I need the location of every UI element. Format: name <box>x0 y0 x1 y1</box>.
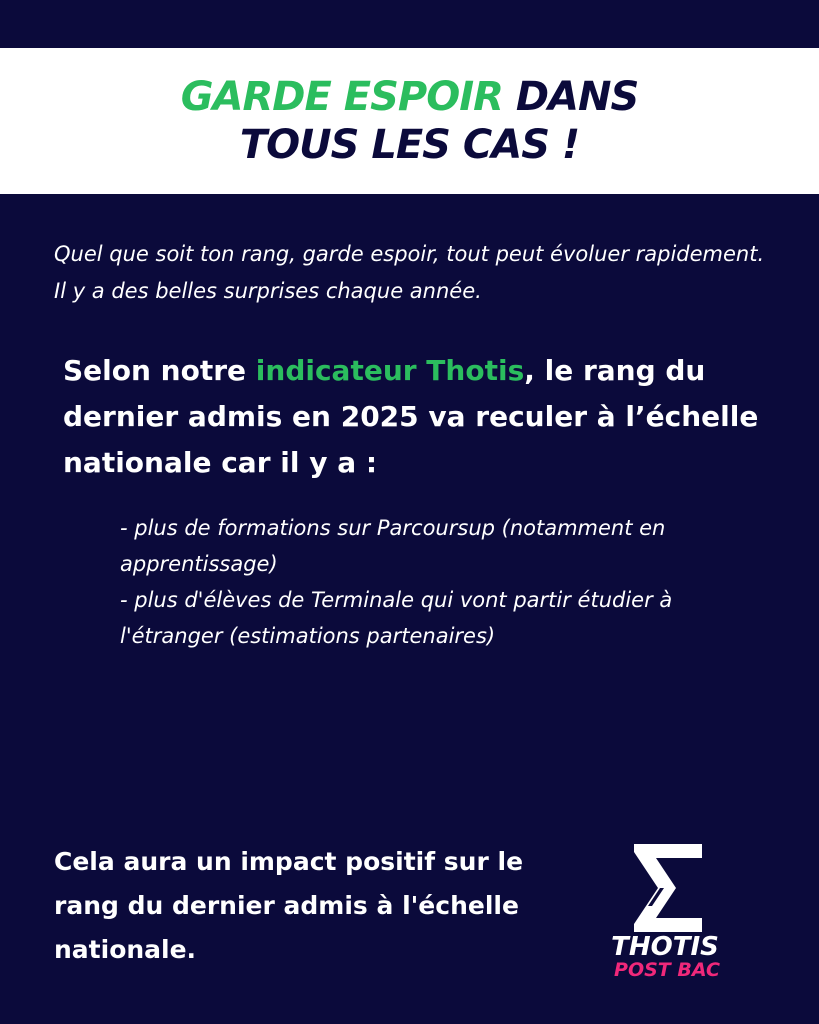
logo-name: THOTIS <box>611 932 719 962</box>
main-statement <box>63 348 763 486</box>
intro-text: Quel que soit ton rang, garde espoir, tout peut évoluer rapidement. Il y a des belles surprises chaque année. <box>54 242 765 303</box>
reasons-list <box>120 510 760 654</box>
statement-prefix: Selon notre <box>63 354 256 387</box>
sigma-icon <box>630 844 706 932</box>
headline <box>181 73 639 169</box>
header-band <box>0 48 819 194</box>
reason-item: - plus d'élèves de Terminale qui vont partir étudier à l'étranger (estimations partenaires) <box>120 588 673 648</box>
statement-highlight: indicateur Thotis <box>255 354 525 387</box>
thotis-logo <box>600 840 740 990</box>
statement-suffix: , le rang du dernier admis en 2025 va reculer à l’échelle nationale car il y a : <box>63 354 759 479</box>
logo-subtitle: POST BAC <box>614 959 720 981</box>
reason-item: - plus de formations sur Parcoursup (notamment en apprentissage) <box>120 516 666 576</box>
headline-line1-rest: DANS <box>502 74 639 120</box>
headline-line2: TOUS LES CAS ! <box>239 122 580 168</box>
headline-accent: GARDE ESPOIR <box>180 74 503 120</box>
conclusion-text: Cela aura un impact positif sur le rang du dernier admis à l'échelle nationale. <box>54 847 524 964</box>
